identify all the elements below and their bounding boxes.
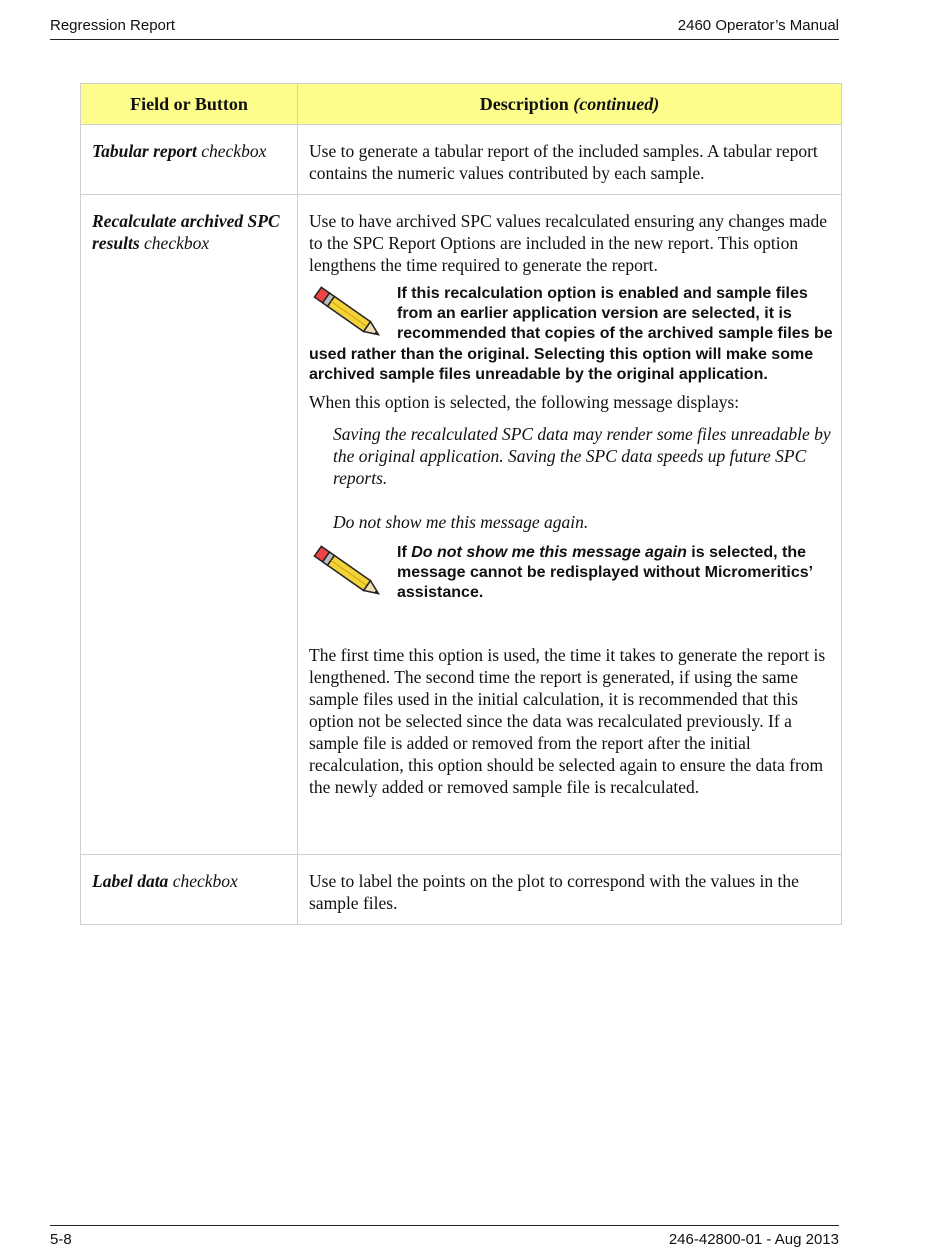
field-description-table: [80, 83, 842, 925]
column-header-description: Description (continued): [298, 84, 842, 125]
table-row: [81, 195, 842, 855]
column-header-field: Field or Button: [81, 84, 298, 125]
header-section-title: Regression Report: [50, 17, 176, 34]
field-type: checkbox: [168, 871, 238, 891]
page-number: 5-8: [50, 1231, 72, 1248]
field-name: Recalculate archived SPC results: [92, 211, 280, 253]
header-manual-title: 2460 Operator’s Manual: [677, 17, 839, 34]
page-header: [50, 17, 839, 40]
description-cell: [298, 855, 842, 925]
field-name: Tabular report: [92, 141, 197, 161]
page-footer: [50, 1225, 839, 1250]
note-text: If Do not show me this message again is selected, the message cannot be redisplayed without Micromeritics’ assistance.: [397, 544, 813, 602]
description-cell: [298, 125, 842, 195]
closing-text: The first time this option is used, the time it takes to generate the report is lengthened. The second time the report is generated, if using the same sample files used in the initial calculation, it is recommended that this option not be selected since the data was recalculated previously. If a sample file is added or removed from the report after the initial recalculation, this option should be selected again to ensure the data from the newly added or removed sample file is recalculated.: [309, 644, 826, 797]
message-quote: [333, 423, 833, 533]
pencil-icon: [309, 543, 389, 603]
field-name: Label data: [92, 871, 169, 891]
table-header-row: [81, 84, 842, 125]
field-type: checkbox: [196, 141, 267, 161]
field-cell: [81, 195, 298, 855]
description-text: Use to label the points on the plot to correspond with the values in the sample files.: [309, 871, 799, 913]
field-type: checkbox: [139, 233, 210, 253]
table-row: [81, 855, 842, 925]
message-checkbox-text: Do not show me this message again.: [333, 512, 589, 533]
table-row: [81, 125, 842, 195]
pencil-icon: [309, 284, 389, 344]
description-cell: [298, 195, 842, 855]
field-cell: [81, 125, 298, 195]
document-number: 246-42800-01 - Aug 2013: [668, 1231, 839, 1248]
description-text: Use to have archived SPC values recalculated ensuring any changes made to the SPC Report Options are included in the new report. This option lengthens the time required to generate the report.: [309, 211, 828, 275]
note-block: [309, 284, 833, 385]
description-text: Use to generate a tabular report of the included samples. A tabular report contains the numeric values contributed by each sample.: [309, 141, 818, 183]
note-block: [309, 543, 833, 604]
field-cell: [81, 855, 298, 925]
message-text: Saving the recalculated SPC data may render some files unreadable by the original application. Saving the SPC data speeds up future SPC reports.: [333, 424, 831, 489]
note-text: If this recalculation option is enabled and sample files from an earlier application version are selected, it is recommended that copies of the archived sample files be used rather than the original. Selecting this option will make some archived sample files unreadable by the original application.: [309, 285, 833, 383]
message-intro: When this option is selected, the following message displays:: [309, 392, 740, 413]
